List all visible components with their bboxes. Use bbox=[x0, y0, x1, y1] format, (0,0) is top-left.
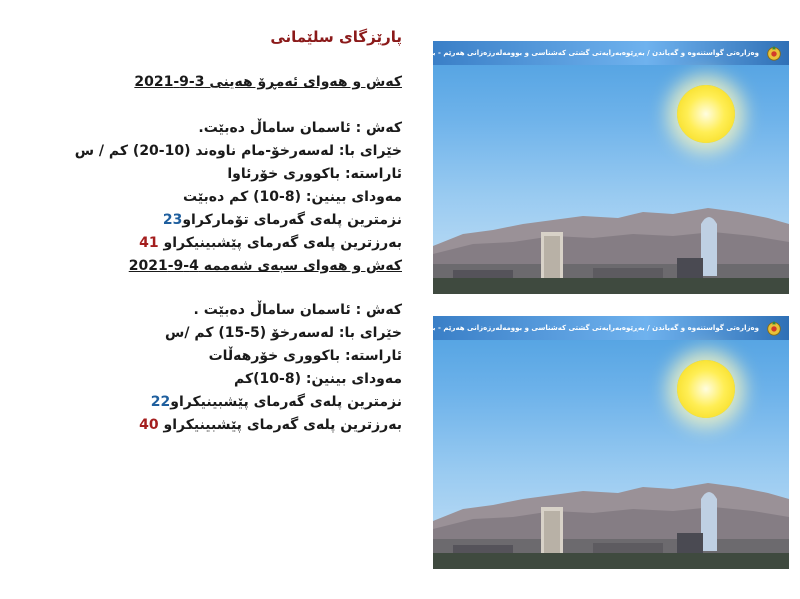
tomorrow-wind: خێرای با: لەسەرخۆ (5-15) کم /س bbox=[165, 325, 402, 341]
today-direction: ئاراستە: باکووری خۆرئاوا bbox=[227, 166, 402, 182]
city-skyline bbox=[433, 184, 789, 294]
today-min-value: 23 bbox=[162, 212, 183, 228]
tomorrow-max-value: 40 bbox=[139, 417, 159, 433]
page-title: پارێزگای سلێمانی bbox=[270, 28, 402, 46]
tomorrow-max-temp bbox=[139, 417, 402, 433]
ministry-banner: وەزارەتی گواستنەوە و گەیاندن / بەڕێوەبەرایەتی گشتی کەشناسی و بوومەلەرزەزانی هەرێم - بەشی پێشبینی bbox=[433, 41, 789, 65]
tomorrow-direction: ئاراستە: باکووری خۆرهەڵات bbox=[208, 348, 402, 364]
today-max-temp bbox=[139, 235, 402, 251]
tomorrow-heading: کەش و هەوای سبەی شەممە 4-9-2021 bbox=[128, 258, 402, 274]
city-skyline bbox=[433, 459, 789, 569]
tomorrow-sky: کەش : ئاسمان ساماڵ دەبێت . bbox=[193, 302, 402, 318]
today-visibility: مەودای بینین: (8-10) کم دەبێت bbox=[183, 189, 402, 205]
today-max-label: بەرزترین پلەی گەرمای پێشبینیکراو bbox=[158, 235, 402, 251]
today-min-temp bbox=[163, 212, 402, 228]
today-max-value: 41 bbox=[139, 235, 159, 251]
sun-icon bbox=[677, 85, 735, 143]
today-sky: کەش : ئاسمان ساماڵ دەبێت. bbox=[198, 120, 402, 136]
ministry-banner: وەزارەتی گواستنەوە و گەیاندن / بەڕێوەبەرایەتی گشتی کەشناسی و بوومەلەرزەزانی هەرێم - بەشی پێشبینی bbox=[433, 316, 789, 340]
tomorrow-visibility: مەودای بینین: (8-10)کم bbox=[234, 371, 402, 387]
tomorrow-min-value: 22 bbox=[150, 394, 171, 410]
tomorrow-min-temp bbox=[151, 394, 402, 410]
forecast-image-tomorrow bbox=[384, 316, 789, 569]
today-wind: خێرای با: لەسەرخۆ-مام ناوەند (10-20) کم / س bbox=[74, 143, 402, 159]
tomorrow-min-label: نزمترین پلەی گەرمای پێشبینیکراو bbox=[170, 394, 402, 410]
today-heading: کەش و هەوای ئەمڕۆ هەینی 3-9-2021 bbox=[134, 74, 402, 90]
emblem-icon bbox=[765, 44, 783, 62]
forecast-image-today bbox=[384, 41, 789, 294]
sun-icon bbox=[677, 360, 735, 418]
emblem-icon bbox=[765, 319, 783, 337]
today-min-label: نزمترین پلەی گەرمای تۆمارکراو bbox=[182, 212, 402, 228]
tomorrow-max-label: بەرزترین پلەی گەرمای پێشبینیکراو bbox=[158, 417, 402, 433]
